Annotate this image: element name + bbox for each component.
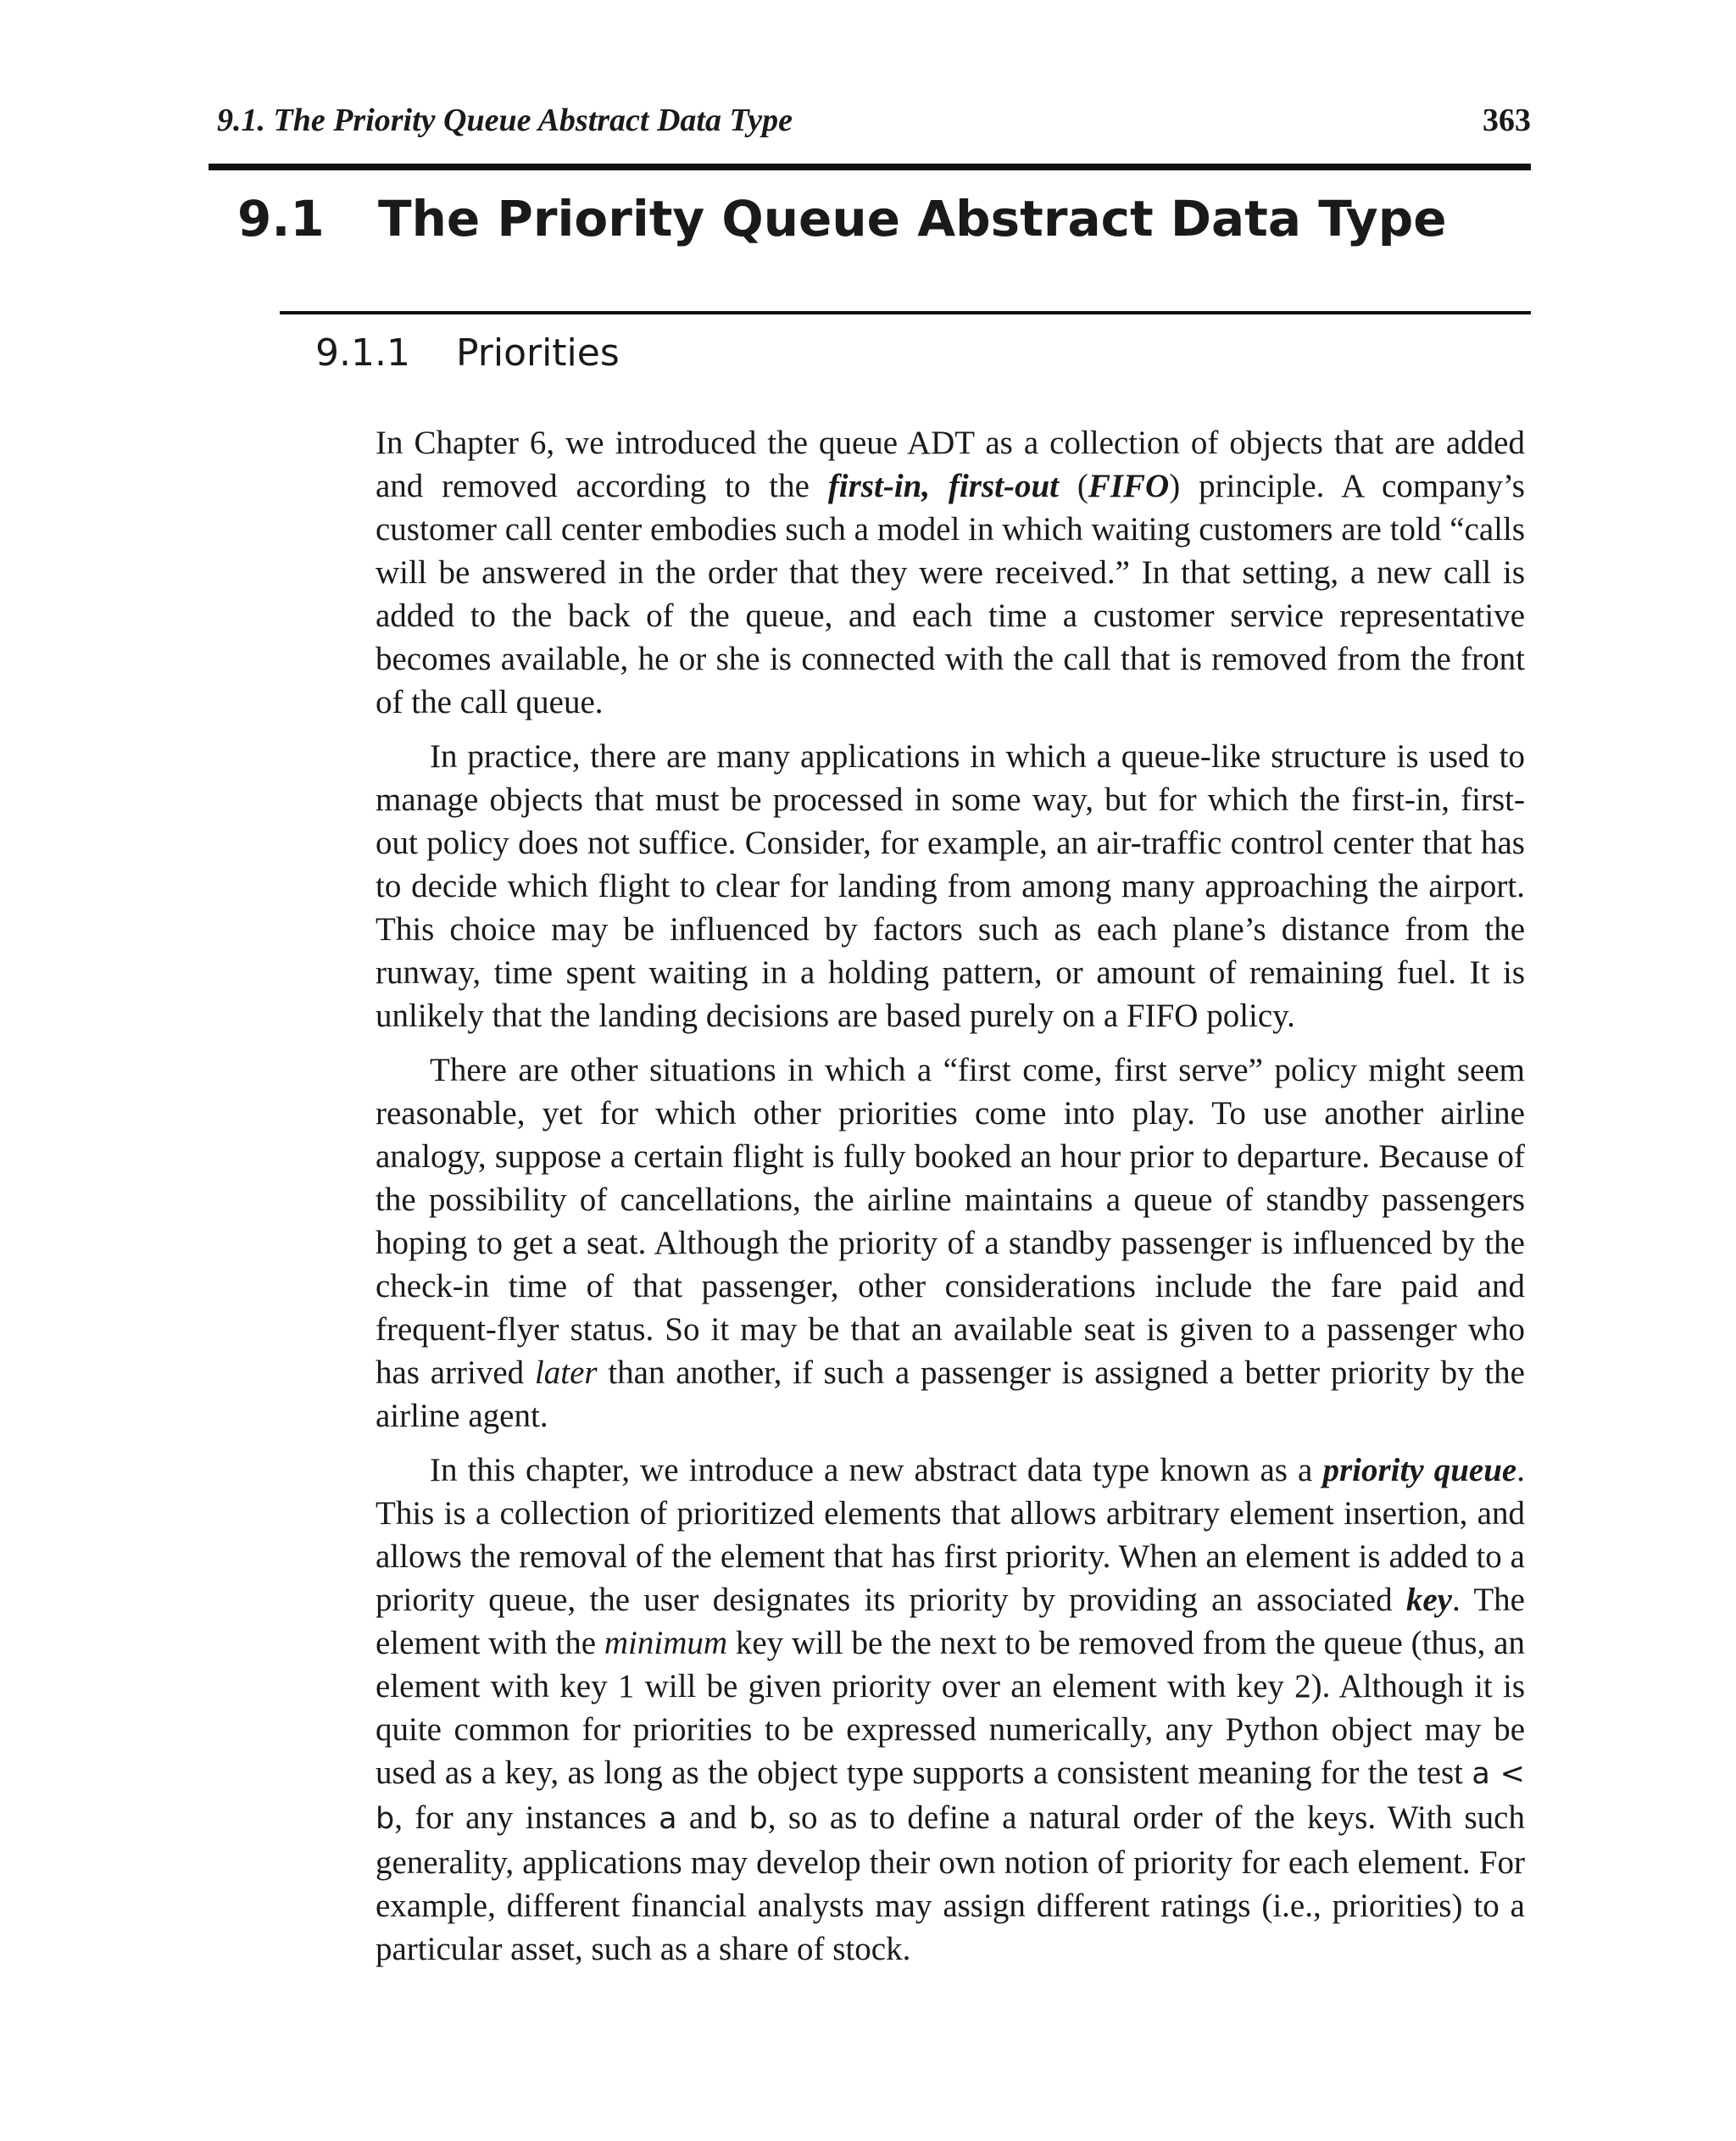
p4-text-g: key will be the next to be removed from the queue (thus, an element with key 1 will be given priority over an element with key 2). Although it is quite common for priorities to be expressed numerically, any Python object may be used as a key, as long as the object type supports a consistent meaning for the test — [376, 1625, 1525, 1791]
paragraph-3 — [376, 1048, 1525, 1438]
subsection-title: Priorities — [456, 331, 620, 375]
p1-text-a: In Chapter 6, we introduced the queue ADT as a collection of objects that are added and removed according to the — [376, 425, 1525, 504]
paragraph-4 — [376, 1449, 1525, 1971]
p1-text-e: ) principle. A company’s customer call center embodies such a model in which waiting customers are told “calls will be answered in the order that they were received.” In that setting, a new call is added to the back of the queue, and each time a customer service representative becomes available, he or she is connected with the call that is removed from the front of the call queue. — [376, 468, 1525, 720]
header-rule — [209, 164, 1531, 170]
subsection-rule — [280, 311, 1531, 314]
paragraph-1 — [376, 421, 1525, 724]
subsection-heading — [315, 327, 1163, 380]
section-number: 9.1 — [237, 190, 325, 247]
term-fifo: FIFO — [1088, 468, 1170, 504]
term-first-in-first-out: first-in, first-out — [827, 468, 1059, 504]
code-a: a — [659, 1802, 677, 1836]
emphasis-minimum: minimum — [604, 1625, 728, 1661]
running-title: 9.1. The Priority Queue Abstract Data Type — [217, 103, 793, 138]
body-text — [376, 421, 1525, 1982]
page-number: 363 — [1483, 103, 1531, 138]
code-b: b — [748, 1802, 768, 1836]
p4-text-a: In this chapter, we introduce a new abstract data type known as a — [430, 1452, 1323, 1488]
code-a-lt-b: a < b — [376, 1757, 1525, 1836]
paragraph-2: In practice, there are many applications in which a queue-like structure is used to manage objects that must be processed in some way, but for which the first-in, first-out policy does not suffice. Consider, for example, an air-traffic control center that has to decide which flight to clear for landing from among many approaching the airport. This choice may be influenced by factors such as each plane’s distance from the runway, time spent waiting in a holding pattern, or amount of remaining fuel. It is unlikely that the landing decisions are based purely on a FIFO policy. — [376, 738, 1525, 1034]
p4-text-e: . The element with the — [376, 1582, 1525, 1661]
section-title: The Priority Queue Abstract Data Type — [378, 190, 1447, 247]
emphasis-later: later — [534, 1354, 598, 1391]
p1-text-c: ( — [1058, 468, 1088, 504]
p3-text-a: There are other situations in which a “first come, first serve” policy might seem reasonable, yet for which other priorities come into play. To use another airline analogy, suppose a certain flight is fully booked an hour prior to departure. Because of the possibility of cancellations, the airline maintains a queue of standby passengers hoping to get a seat. Although the priority of a standby passenger is influenced by the check-in time of that passenger, other considerations include the fare paid and frequent-flyer status. So it may be that an available seat is given to a passenger who has arrived — [376, 1052, 1525, 1391]
p3-text-c: than another, if such a passenger is assigned a better priority by the airline agent. — [376, 1354, 1525, 1434]
subsection-number: 9.1.1 — [315, 331, 410, 375]
section-heading — [237, 185, 1526, 253]
term-key: key — [1405, 1582, 1452, 1618]
p4-text-c: . This is a collection of prioritized elements that allows arbitrary element insertion, and allows the removal of the element that has first priority. When an element is added to a priority queue, the user designates its priority by providing an associated — [376, 1452, 1525, 1618]
term-priority-queue: priority queue — [1322, 1452, 1517, 1488]
running-head — [217, 99, 1531, 142]
p4-text-i: , for any instances — [394, 1799, 659, 1836]
p4-text-m: , so as to define a natural order of the keys. With such generality, applications may develop their own notion of priority for each element. For example, different financial analysts may assign different ratings (i.e., priorities) to a particular asset, such as a share of stock. — [376, 1799, 1525, 1967]
p4-text-k: and — [676, 1799, 749, 1836]
